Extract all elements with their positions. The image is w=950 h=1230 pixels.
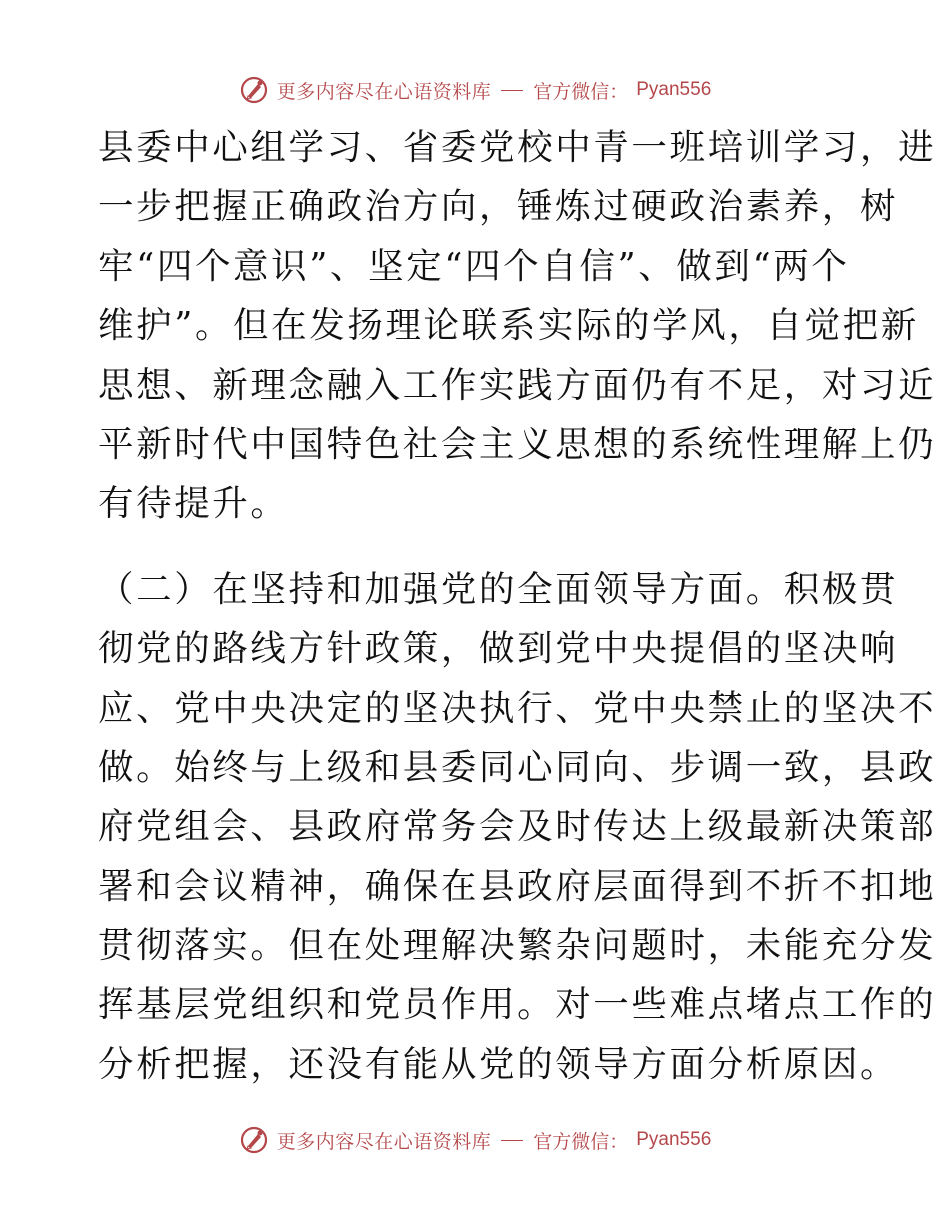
text-line: 思想、新理念融入工作实践方面仍有不足，对习近: [98, 364, 937, 406]
text-line: 一步把握正确政治方向，锤炼过硬政治素养，树: [98, 186, 899, 228]
text-line: 有待提升。: [98, 483, 289, 525]
text-line: 署和会议精神，确保在县政府层面得到不折不扣地: [98, 865, 937, 907]
text-line: 维护”。但在发扬理论联系实际的学风，自觉把新: [98, 305, 919, 347]
text-line: 做。始终与上级和县委同心同向、步调一致，县政: [98, 746, 937, 788]
text-line: 分析把握，还没有能从党的领导方面分析原因。: [98, 1043, 899, 1085]
text-line: 应、党中央决定的坚决执行、党中央禁止的坚决不: [98, 687, 937, 729]
text-line: 平新时代中国特色社会主义思想的系统性理解上仍: [98, 423, 937, 465]
text-line: 牢“四个意识”、坚定“四个自信”、做到“两个: [98, 245, 850, 287]
pen-logo-icon: [239, 75, 269, 105]
paragraph-1: [98, 118, 937, 534]
watermark-text: 更多内容尽在心语资料库: [276, 80, 492, 103]
text-line: 彻党的路线方针政策，做到党中央提倡的坚决响: [98, 628, 899, 670]
watermark-text: 更多内容尽在心语资料库: [276, 1130, 492, 1153]
text-line: 贯彻落实。但在处理解决繁杂问题时，未能充分发: [98, 925, 937, 967]
watermark-divider: [501, 1140, 523, 1141]
watermark-wechat-label: 官方微信：: [533, 80, 629, 103]
paragraph-2: [98, 560, 937, 1154]
text-line: 府党组会、县政府常务会及时传达上级最新决策部: [98, 806, 937, 848]
watermark-wechat-id: Pyan556: [636, 79, 712, 100]
paragraph-spacer: [98, 534, 858, 560]
text-line: （二）在坚持和加强党的全面领导方面。积极贯: [98, 568, 899, 610]
header-watermark: [0, 70, 950, 110]
text-line: 挥基层党组织和党员作用。对一些难点堵点工作的: [98, 984, 937, 1026]
footer-watermark: [0, 1120, 950, 1160]
watermark-wechat-id: Pyan556: [636, 1129, 712, 1150]
document-body: [98, 118, 937, 1154]
text-line: 县委中心组学习、省委党校中青一班培训学习，进: [98, 127, 937, 168]
pen-logo-icon: [239, 1125, 269, 1155]
watermark-divider: [501, 90, 523, 91]
watermark-wechat-label: 官方微信：: [533, 1130, 629, 1153]
